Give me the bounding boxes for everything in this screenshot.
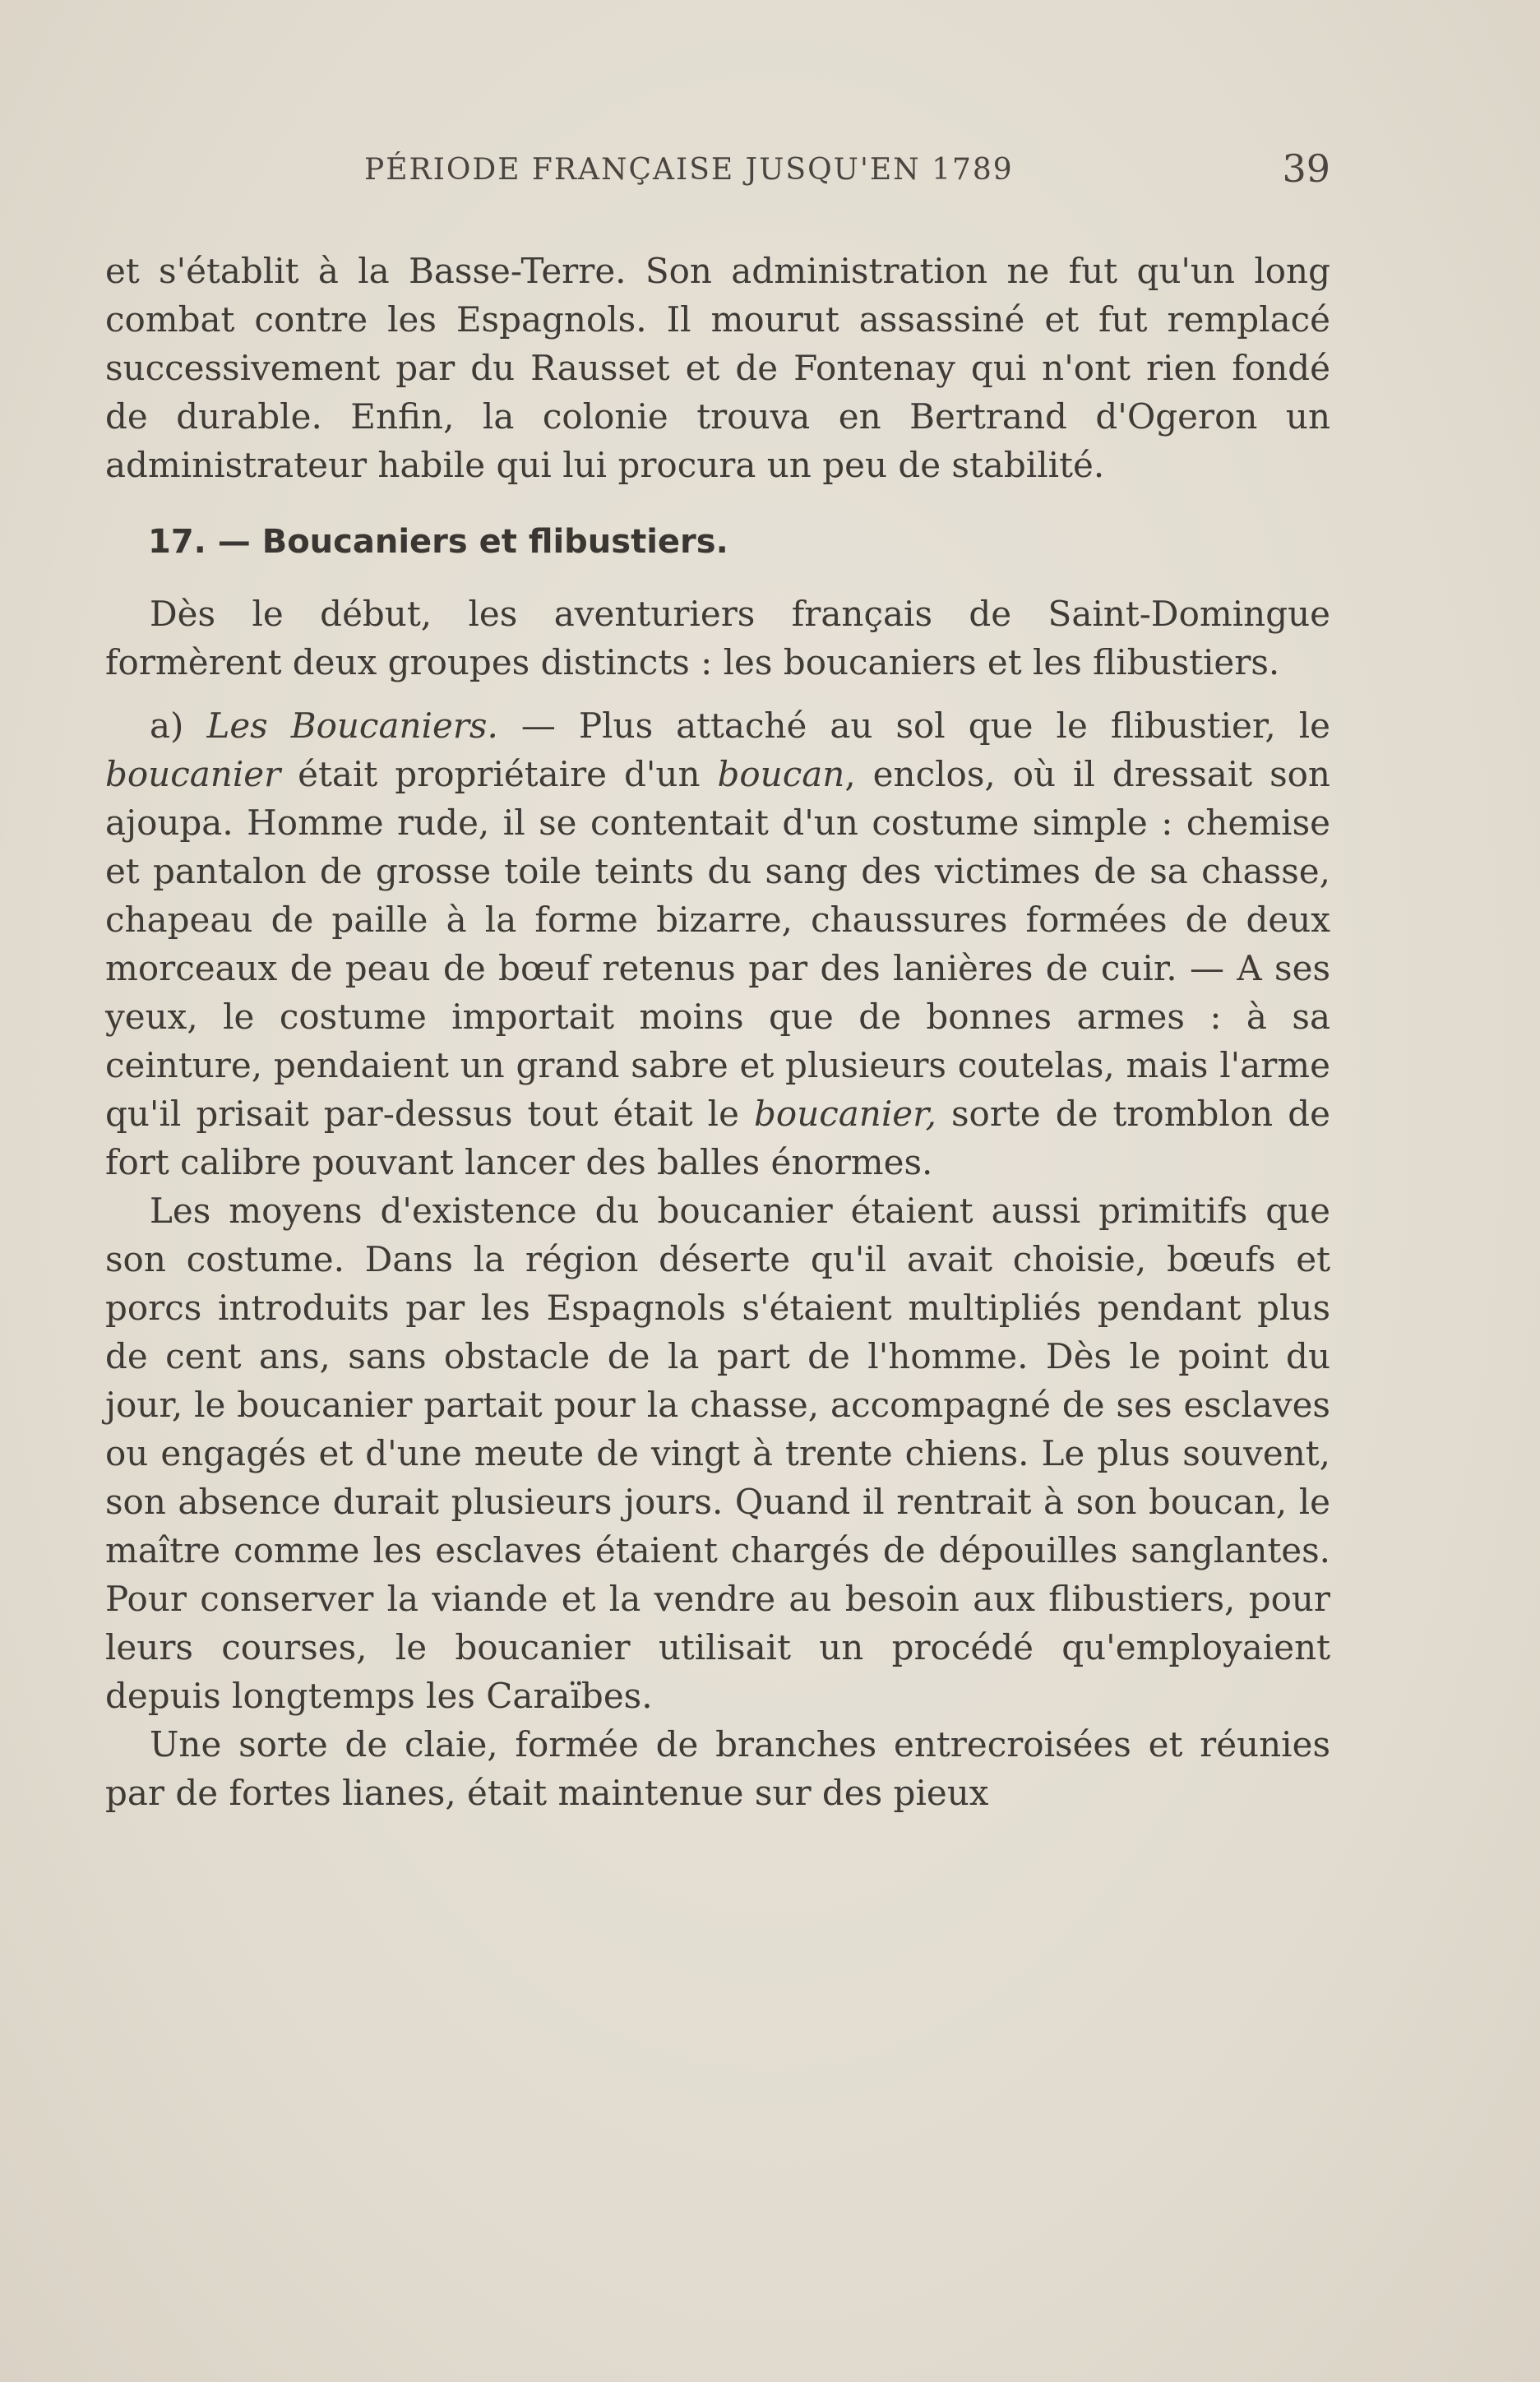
text-run: était propriétaire d'un (280, 754, 718, 794)
paragraph-continuation: et s'établit à la Basse-Terre. Son administration ne fut qu'un long combat contre les Espagnols. Il mourut assassiné et fut remplacé successivement par du Rausset et de Fontenay qui n'ont rien fondé de durable. Enfin, la colonie trouva en Bertrand d'Ogeron un administrateur habile qui lui procura un peu de stabilité. (105, 251, 1330, 485)
text-run: , enclos, où il dressait son ajoupa. Homme rude, il se contentait d'un costume simple : chemise et pantalon de grosse toile teints du sang des victimes de sa chasse, chapeau de paille à la forme bizarre, chaussures formées de deux morceaux de peau de bœuf retenus par des lanières de cuir. — A ses yeux, le costume importait moins que de bonnes armes : à sa ceinture, pendaient un grand sabre et plusieurs coutelas, mais l'arme qu'il prisait par-dessus tout était le (105, 754, 1330, 1134)
paragraph-gap (105, 687, 1330, 701)
subsection-label: a) (150, 705, 207, 746)
subsection-title: Les Boucaniers. (206, 705, 498, 746)
paragraph-boucaniers (105, 701, 1330, 1186)
paragraph-intro: Dès le début, les aventuriers français de Saint-Domingue formèrent deux groupes distincts : les boucaniers et les flibustiers. (105, 594, 1330, 682)
paragraph-claie: Une sorte de claie, formée de branches entrecroisées et réunies par de fortes lianes, était maintenue sur des pieux (105, 1724, 1330, 1813)
section-heading: 17. — Boucaniers et flibustiers. (148, 523, 728, 561)
text-run: — Plus attaché au sol que le flibustier, le (497, 705, 1331, 746)
page-number: 39 (1282, 146, 1330, 191)
running-title: PÉRIODE FRANÇAISE JUSQU'EN 1789 (364, 153, 1014, 187)
page-header (105, 146, 1330, 204)
text-run: sorte de tromblon de fort calibre pouvant lancer des balles énormes. (105, 1094, 1330, 1182)
body-text (105, 247, 1330, 1817)
italic-term: boucanier, (754, 1094, 936, 1134)
italic-term: boucan (717, 754, 845, 794)
paragraph-existence: Les moyens d'existence du boucanier étaient aussi primitifs que son costume. Dans la région déserte qu'il avait choisie, bœufs et porcs introduits par les Espagnols s'étaient multipliés pendant plus de cent ans, sans obstacle de la part de l'homme. Dès le point du jour, le boucanier partait pour la chasse, accompagné de ses esclaves ou engagés et d'une meute de vingt à trente chiens. Le plus souvent, son absence durait plusieurs jours. Quand il rentrait à son boucan, le maître comme les esclaves étaient chargés de dépouilles sanglantes. Pour conserver la viande et la vendre au besoin aux flibustiers, pour leurs courses, le boucanier utilisait un procédé qu'employaient depuis longtemps les Caraïbes. (105, 1191, 1330, 1716)
italic-term: boucanier (105, 754, 281, 794)
